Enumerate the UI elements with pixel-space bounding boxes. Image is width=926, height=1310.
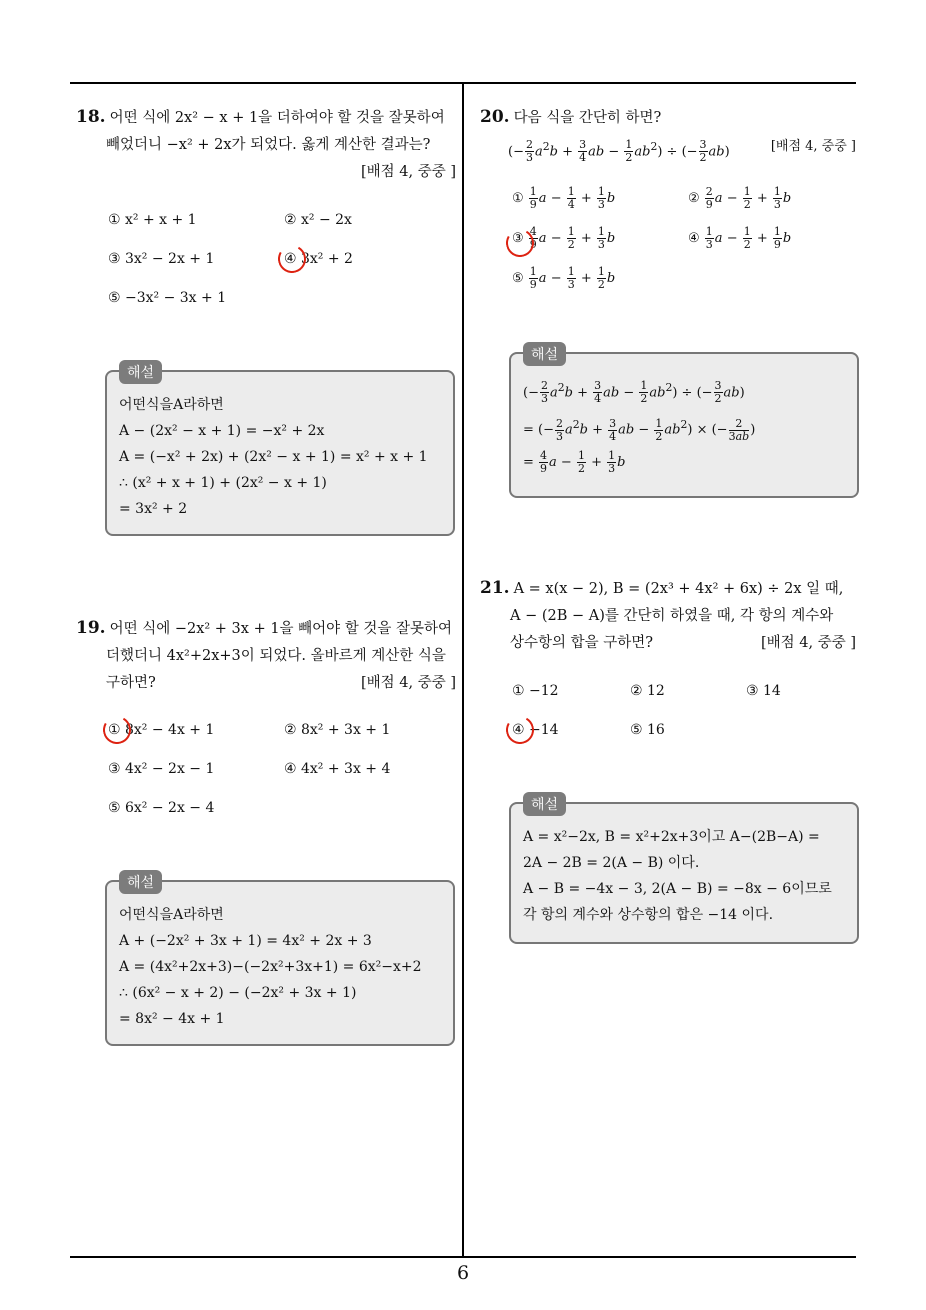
q21-option-1[interactable]: ① −12 [512, 683, 559, 699]
q18-solution-box [105, 365, 455, 536]
question-text-3: 구하면? [106, 675, 156, 691]
question-18 [76, 104, 456, 186]
q21-option-3[interactable]: ③ 14 [746, 683, 781, 699]
answer-circle-mark [100, 713, 134, 747]
column-divider [462, 82, 464, 1257]
question-text: 어떤 식에 2x² − x + 1을 더하여야 할 것을 잘못하여 [109, 110, 445, 126]
q19-option-1[interactable]: ① 8x² − 4x + 1 [108, 722, 215, 738]
solution-line: A − B = −4x − 3, 2(A − B) = −8x − 6이므로 [523, 881, 832, 897]
question-number: 19. [76, 618, 106, 638]
solution-line: A − (2x² − x + 1) = −x² + 2x [119, 423, 325, 439]
q21-option-5[interactable]: ⑤ 16 [630, 722, 665, 738]
question-number: 20. [480, 107, 510, 127]
question-text-2: A − (2B − A)를 간단히 하였을 때, 각 항의 계수와 [510, 608, 834, 624]
solution-line: 2A − 2B = 2(A − B) 이다. [523, 855, 700, 871]
solution-line: = 8x² − 4x + 1 [119, 1011, 225, 1027]
solution-line: = 3x² + 2 [119, 501, 188, 517]
question-source: [배점 4, 중중 ] [360, 675, 456, 691]
q19-solution-box [105, 875, 455, 1046]
solution-tag: 해설 [119, 360, 162, 384]
q18-option-4[interactable]: ④ 3x² + 2 [284, 251, 353, 267]
q19-option-3[interactable]: ③ 4x² − 2x − 1 [108, 761, 215, 777]
q20-expression: (− $\frac{2}{3}$ $a^2b$ + $\frac{3}{4}$ ab − $\frac{1}{2}$ $ab^2$) ÷ (− $\frac{3}{2}$ ab) [배점 4, 중중 ] [480, 132, 856, 167]
q20-solution-box [509, 347, 859, 498]
q20-option-5[interactable]: ⑤ $\frac{1}{9}$ a − $\frac{1}{3}$ + $\frac{1}{2}$ b [512, 265, 616, 291]
question-number: 18. [76, 107, 106, 127]
question-text: A = x(x − 2), B = (2x³ + 4x² + 6x) ÷ 2x 일 때, [513, 581, 844, 597]
solution-line: = $\frac{4}{9}$ a − $\frac{1}{2}$ + $\frac{1}{3}$ b [523, 448, 626, 475]
question-source: [배점 4, 중중 ] [770, 139, 856, 154]
solution-tag: 해설 [119, 870, 162, 894]
answer-circle-mark [503, 713, 537, 747]
q18-option-2[interactable]: ② x² − 2x [284, 212, 352, 228]
bottom-rule [70, 1256, 856, 1258]
solution-tag: 해설 [523, 342, 566, 366]
question-number: 21. [480, 578, 510, 598]
solution-line: A + (−2x² + 3x + 1) = 4x² + 2x + 3 [119, 933, 372, 949]
q19-option-4[interactable]: ④ 4x² + 3x + 4 [284, 761, 391, 777]
question-text-3: 상수항의 합을 구하면? [510, 635, 654, 651]
q18-option-1[interactable]: ① x² + x + 1 [108, 212, 197, 228]
q18-option-3[interactable]: ③ 3x² − 2x + 1 [108, 251, 215, 267]
solution-line: ∴ (6x² − x + 2) − (−2x² + 3x + 1) [119, 985, 357, 1001]
q18-option-5[interactable]: ⑤ −3x² − 3x + 1 [108, 290, 227, 306]
question-19 [76, 615, 456, 697]
question-source: [배점 4, 중중 ] [760, 635, 856, 651]
q21-option-4[interactable]: ④ −14 [512, 722, 559, 738]
question-source: [배점 4, 중중 ] [360, 164, 456, 180]
question-20 [480, 104, 856, 167]
solution-line: (− $\frac{2}{3}$ $a^2b$ + $\frac{3}{4}$ ab − $\frac{1}{2}$ $ab^2$) ÷ (− $\frac{3}{2}$ ab) [523, 379, 745, 406]
q19-option-5[interactable]: ⑤ 6x² − 2x − 4 [108, 800, 215, 816]
question-text-2: 더했더니 4x²+2x+3이 되었다. 올바르게 계산한 식을 [106, 648, 446, 664]
solution-line: 어떤식을A라하면 [119, 907, 224, 923]
solution-line: A = (−x² + 2x) + (2x² − x + 1) = x² + x + 1 [119, 449, 428, 465]
question-text: 다음 식을 간단히 하면? [513, 110, 662, 126]
solution-line: A = (4x²+2x+3)−(−2x²+3x+1) = 6x²−x+2 [119, 959, 422, 975]
answer-circle-mark [275, 242, 309, 276]
solution-line: = (− $\frac{2}{3}$ $a^2b$ + $\frac{3}{4}$ ab − $\frac{1}{2}$ $ab^2$) × (− $\frac{2}{3ab}$ ) [523, 416, 756, 443]
question-21 [480, 575, 856, 657]
q20-option-2[interactable]: ② $\frac{2}{9}$ a − $\frac{1}{2}$ + $\frac{1}{3}$ b [688, 185, 792, 211]
solution-line: 어떤식을A라하면 [119, 397, 224, 413]
q21-solution-box [509, 797, 859, 944]
solution-line: 각 항의 계수와 상수항의 합은 −14 이다. [523, 907, 774, 923]
q21-option-2[interactable]: ② 12 [630, 683, 665, 699]
solution-line: ∴ (x² + x + 1) + (2x² − x + 1) [119, 475, 327, 491]
q19-option-2[interactable]: ② 8x² + 3x + 1 [284, 722, 391, 738]
question-text: 어떤 식에 −2x² + 3x + 1을 빼어야 할 것을 잘못하여 [109, 621, 453, 637]
q20-option-1[interactable]: ① $\frac{1}{9}$ a − $\frac{1}{4}$ + $\frac{1}{3}$ b [512, 185, 616, 211]
solution-tag: 해설 [523, 792, 566, 816]
question-text-2: 빼었더니 −x² + 2x가 되었다. 옳게 계산한 결과는? [106, 137, 431, 153]
page-number: 6 [456, 1262, 470, 1284]
solution-line: A = x²−2x, B = x²+2x+3이고 A−(2B−A) = [523, 829, 820, 845]
q20-option-3[interactable]: ③ $\frac{4}{9}$ a − $\frac{1}{2}$ + $\frac{1}{3}$ b [512, 225, 616, 251]
q20-option-4[interactable]: ④ $\frac{1}{3}$ a − $\frac{1}{2}$ + $\frac{1}{9}$ b [688, 225, 792, 251]
